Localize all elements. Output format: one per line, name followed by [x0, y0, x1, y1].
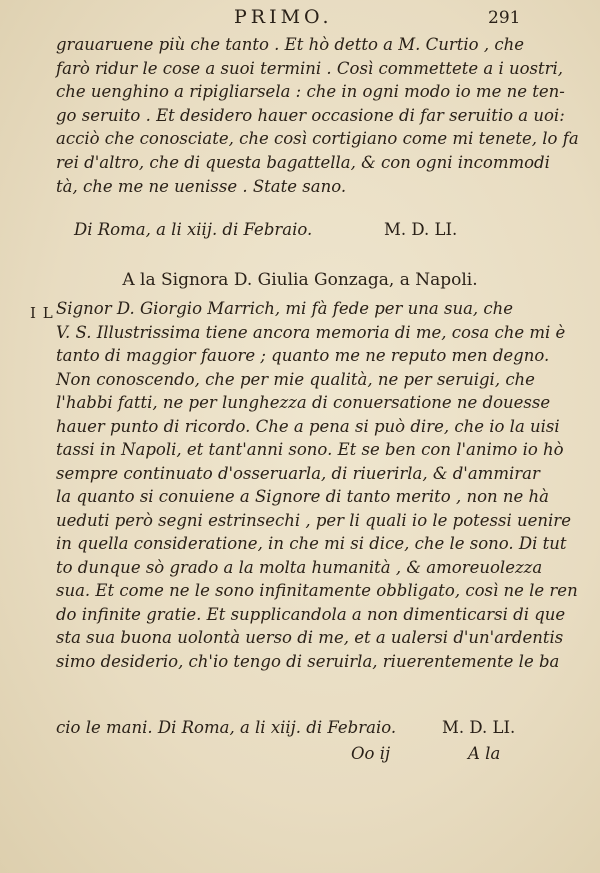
text-line: Non conoscendo, che per mie qualità, ne per seruigi, che	[56, 369, 535, 389]
text-line: do infinite gratie. Et supplicandola a non dimenticarsi di que	[56, 604, 566, 624]
text-line: sta sua buona uolontà uerso di me, et a ualersi d'un'ardentis	[56, 628, 564, 647]
signoff-year: M. D. LI.	[442, 718, 516, 737]
text-line: ueduti però segni estrinsechi , per li quali io le potessi uenire	[56, 510, 571, 530]
page-footer	[0, 744, 600, 768]
letter-2-signoff	[56, 718, 556, 737]
letter-1-dateline	[74, 220, 514, 239]
text-line: tassi in Napoli, et tant'anni sono. Et se ben con l'animo io hò	[56, 440, 564, 459]
text-line: V. S. Illustrissima tiene ancora memoria di me, cosa che mi è	[56, 322, 566, 342]
text-line: simo desiderio, ch'io tengo di seruirla, riuerentemente le ba	[56, 651, 560, 671]
page-header	[0, 6, 600, 34]
letter-1-body	[56, 33, 579, 198]
dateline-year: M. D. LI.	[384, 220, 458, 239]
text-line: l'habbi fatti, ne per lunghezza di conuersatione ne douesse	[56, 393, 551, 412]
text-line: farò ridur le cose a suoi termini . Così commettete a i uostri,	[56, 58, 564, 78]
page-number: 291	[488, 8, 521, 28]
letter-2-body	[56, 297, 578, 673]
text-line: sempre continuato d'osseruarla, di riuerirla, & d'ammirar	[56, 463, 540, 483]
text-line: Signor D. Giorgio Marrich, mi fà fede per una sua, che	[56, 299, 514, 318]
text-line: to dunque sò grado a la molta humanità , & amoreuolezza	[56, 557, 543, 577]
letter-2-heading: A la Signora D. Giulia Gonzaga, a Napoli.	[122, 270, 478, 290]
signature-mark: Oo ij	[351, 744, 391, 763]
text-line: che uenghino a ripigliarsela : che in ogni modo io me ne ten-	[56, 82, 565, 102]
text-line: hauer punto di ricordo. Che a pena si può dire, che io la uisi	[56, 416, 560, 436]
dateline-place: Di Roma, a li xiij. di Febraio.	[74, 220, 313, 239]
text-line: go seruito . Et desidero hauer occasione di far seruitio a uoi:	[56, 105, 565, 125]
running-title: PRIMO.	[234, 6, 333, 28]
catchword: A la	[468, 744, 501, 763]
text-line: sua. Et come ne le sono infinitamente obbligato, così ne le ren	[56, 581, 578, 600]
text-line: tanto di maggior fauore ; quanto me ne reputo men degno.	[56, 346, 550, 365]
text-line: rei d'altro, che di questa bagattella, & con ogni incommodi	[56, 152, 550, 172]
text-line: in quella consideratione, in che mi si dice, che le sono. Di tut	[56, 534, 567, 553]
signoff-text: cio le mani. Di Roma, a li xiij. di Febraio.	[56, 718, 397, 737]
text-line: tà, che me ne uenisse . State sano.	[56, 176, 347, 196]
text-line: grauaruene più che tanto . Et hò detto a M. Curtio , che	[56, 35, 524, 54]
text-line: la quanto si conuiene a Signore di tanto merito , non ne hà	[56, 487, 549, 506]
marginal-initial: I L	[30, 304, 54, 322]
text-line: acciò che conosciate, che così cortigiano come mi tenete, lo fa	[56, 129, 579, 149]
